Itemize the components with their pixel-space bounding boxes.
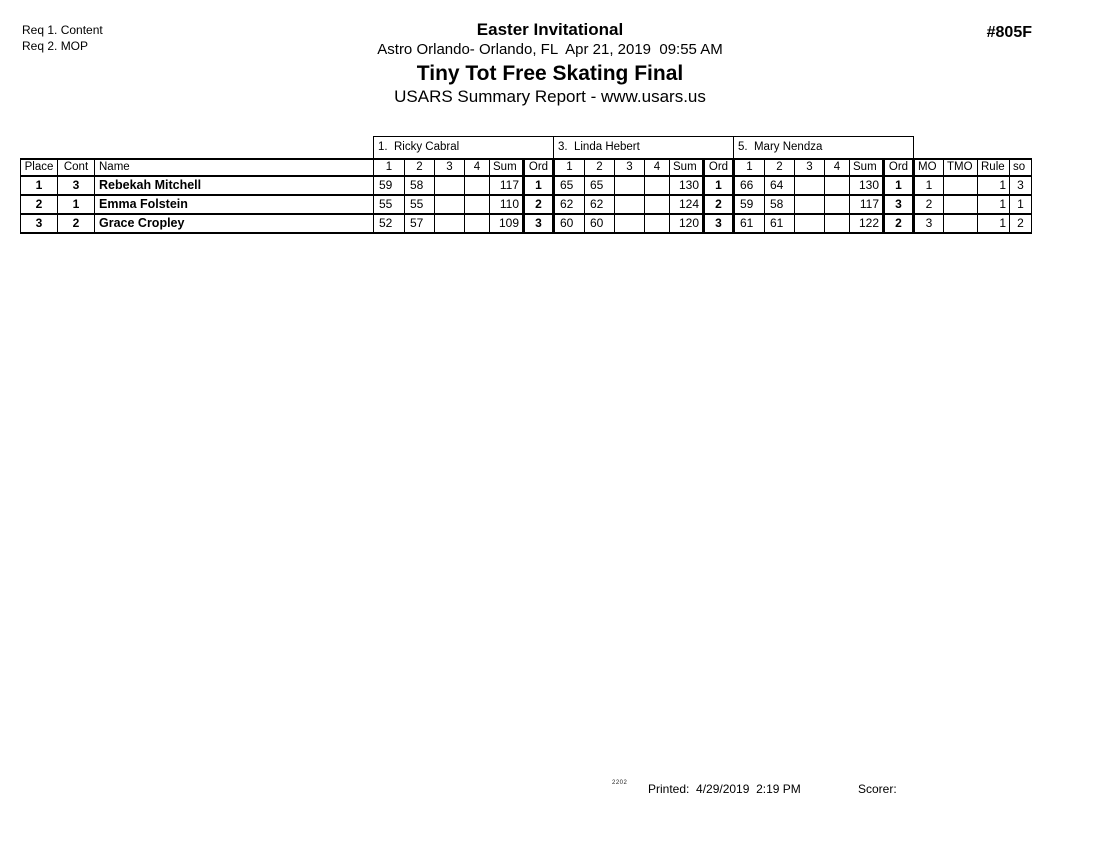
col-header-cont: Cont (58, 159, 95, 176)
printed-timestamp: Printed: 4/29/2019 2:19 PM (648, 782, 801, 796)
event-number: #805F (986, 24, 1032, 41)
j2-sum: 120 (670, 214, 704, 233)
j2-score-2: 62 (585, 195, 615, 214)
col-header-j1-4: 4 (465, 159, 490, 176)
mo-cell: 1 (914, 176, 944, 195)
req-line-2: Req 2. MOP (22, 39, 89, 53)
j1-ord: 3 (524, 214, 554, 233)
j3-ord: 1 (884, 176, 914, 195)
col-header-j2-ord: Ord (704, 159, 734, 176)
col-header-j1-sum: Sum (490, 159, 524, 176)
j1-score-3 (435, 176, 465, 195)
col-header-j2-4: 4 (645, 159, 670, 176)
col-header-j1-ord: Ord (524, 159, 554, 176)
judge-row-spacer-left (21, 137, 374, 159)
j1-score-1: 55 (374, 195, 405, 214)
col-header-mo: MO (914, 159, 944, 176)
mo-cell: 2 (914, 195, 944, 214)
judge-header-row (21, 137, 1032, 159)
j3-sum: 130 (850, 176, 884, 195)
j3-score-4 (825, 195, 850, 214)
j1-score-3 (435, 214, 465, 233)
j3-score-1: 66 (734, 176, 765, 195)
judge-row-spacer-right (914, 137, 1032, 159)
place-cell: 2 (21, 195, 58, 214)
col-header-j2-sum: Sum (670, 159, 704, 176)
results-table-container (20, 136, 1032, 234)
skater-name: Grace Cropley (95, 214, 374, 233)
j1-sum: 110 (490, 195, 524, 214)
result-row-1 (21, 176, 1032, 195)
cont-cell: 1 (58, 195, 95, 214)
col-header-j1-2: 2 (405, 159, 435, 176)
results-table (20, 136, 1032, 234)
j2-score-3 (615, 214, 645, 233)
col-header-rule: Rule (978, 159, 1010, 176)
j3-score-3 (795, 214, 825, 233)
judge-1-name: 1. Ricky Cabral (374, 137, 554, 159)
j1-ord: 1 (524, 176, 554, 195)
so-cell: 2 (1010, 214, 1032, 233)
col-header-j3-2: 2 (765, 159, 795, 176)
j3-sum: 122 (850, 214, 884, 233)
venue-date-line: Astro Orlando- Orlando, FL Apr 21, 2019 09:55 AM (377, 41, 723, 58)
j2-ord: 3 (704, 214, 734, 233)
j3-score-4 (825, 214, 850, 233)
j3-sum: 117 (850, 195, 884, 214)
j1-score-4 (465, 214, 490, 233)
report-header (0, 20, 1100, 108)
j2-ord: 2 (704, 195, 734, 214)
col-header-j3-3: 3 (795, 159, 825, 176)
j3-score-1: 61 (734, 214, 765, 233)
skater-name: Emma Folstein (95, 195, 374, 214)
j1-sum: 117 (490, 176, 524, 195)
event-title: Easter Invitational (476, 20, 624, 39)
col-header-j1-3: 3 (435, 159, 465, 176)
so-cell: 1 (1010, 195, 1032, 214)
skater-name: Rebekah Mitchell (95, 176, 374, 195)
j2-sum: 130 (670, 176, 704, 195)
version-mark: 2202 (612, 780, 628, 786)
mo-cell: 3 (914, 214, 944, 233)
place-cell: 3 (21, 214, 58, 233)
tmo-cell (944, 176, 978, 195)
j3-ord: 2 (884, 214, 914, 233)
col-header-so: so (1010, 159, 1032, 176)
col-header-place: Place (21, 159, 58, 176)
j2-score-4 (645, 214, 670, 233)
cont-cell: 2 (58, 214, 95, 233)
result-row-3 (21, 214, 1032, 233)
j1-score-3 (435, 195, 465, 214)
j1-sum: 109 (490, 214, 524, 233)
j1-score-1: 52 (374, 214, 405, 233)
cont-cell: 3 (58, 176, 95, 195)
col-header-j1-1: 1 (374, 159, 405, 176)
j2-score-4 (645, 195, 670, 214)
report-title: Tiny Tot Free Skating Final (416, 62, 684, 85)
rule-cell: 1 (978, 214, 1010, 233)
j3-score-3 (795, 176, 825, 195)
rule-cell: 1 (978, 195, 1010, 214)
scorer-label: Scorer: (858, 782, 897, 796)
j1-score-4 (465, 176, 490, 195)
j3-score-4 (825, 176, 850, 195)
col-header-j2-1: 1 (554, 159, 585, 176)
j2-score-1: 60 (554, 214, 585, 233)
col-header-j3-sum: Sum (850, 159, 884, 176)
j3-ord: 3 (884, 195, 914, 214)
so-cell: 3 (1010, 176, 1032, 195)
j1-ord: 2 (524, 195, 554, 214)
j1-score-2: 58 (405, 176, 435, 195)
col-header-tmo: TMO (944, 159, 978, 176)
j2-score-3 (615, 176, 645, 195)
req-line-1: Req 1. Content (22, 23, 103, 37)
judge-3-name: 5. Mary Nendza (734, 137, 914, 159)
report-subtitle: USARS Summary Report - www.usars.us (394, 87, 706, 106)
result-row-2 (21, 195, 1032, 214)
tmo-cell (944, 195, 978, 214)
j3-score-3 (795, 195, 825, 214)
j2-score-3 (615, 195, 645, 214)
j3-score-1: 59 (734, 195, 765, 214)
j1-score-2: 57 (405, 214, 435, 233)
j2-score-2: 65 (585, 176, 615, 195)
j1-score-2: 55 (405, 195, 435, 214)
col-header-j3-4: 4 (825, 159, 850, 176)
judge-2-name: 3. Linda Hebert (554, 137, 734, 159)
j3-score-2: 64 (765, 176, 795, 195)
place-cell: 1 (21, 176, 58, 195)
col-header-j2-2: 2 (585, 159, 615, 176)
j2-score-1: 62 (554, 195, 585, 214)
j2-ord: 1 (704, 176, 734, 195)
j2-score-1: 65 (554, 176, 585, 195)
j1-score-4 (465, 195, 490, 214)
j3-score-2: 58 (765, 195, 795, 214)
col-header-j3-1: 1 (734, 159, 765, 176)
j3-score-2: 61 (765, 214, 795, 233)
rule-cell: 1 (978, 176, 1010, 195)
col-header-j2-3: 3 (615, 159, 645, 176)
column-header-row (21, 159, 1032, 176)
j2-sum: 124 (670, 195, 704, 214)
col-header-j3-ord: Ord (884, 159, 914, 176)
j1-score-1: 59 (374, 176, 405, 195)
j2-score-2: 60 (585, 214, 615, 233)
col-header-name: Name (95, 159, 374, 176)
j2-score-4 (645, 176, 670, 195)
tmo-cell (944, 214, 978, 233)
